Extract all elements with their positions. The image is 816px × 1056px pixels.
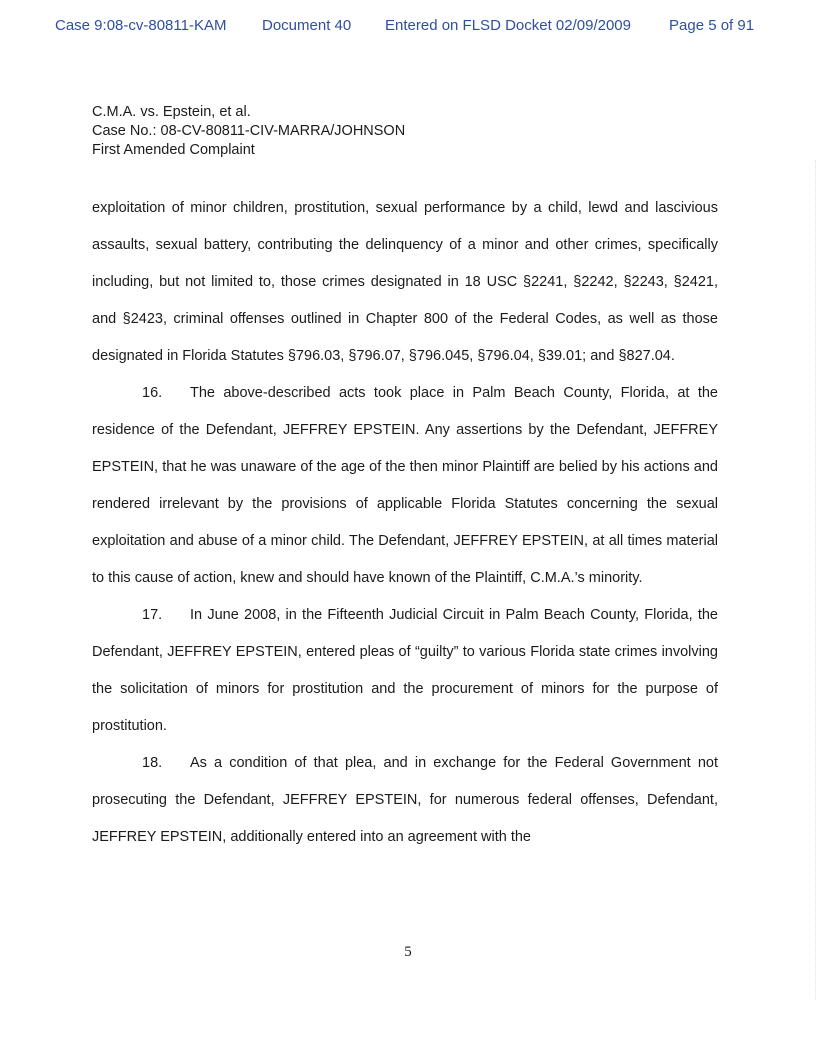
page-number: 5: [404, 944, 412, 960]
caption-parties: C.M.A. vs. Epstein, et al.: [92, 104, 251, 120]
paragraph-17: [92, 597, 718, 745]
stamp-document-number: Document 40: [262, 17, 352, 34]
caption-document-title: First Amended Complaint: [92, 142, 255, 158]
paragraph-text: In June 2008, in the Fifteenth Judicial Circuit in Palm Beach County, Florida, the Defendant, JEFFREY EPSTEIN, entered pleas of “guilty” to various Florida state crimes involving the solicitation of minors for prostitution and the procurement of minors for the purpose of prostitution.: [92, 607, 718, 734]
case-caption: [92, 103, 405, 160]
stamp-page-count: Page 5 of 91: [669, 17, 755, 34]
scan-edge-artifact: [812, 160, 816, 1000]
paragraph-16: [92, 375, 718, 597]
paragraph-18: [92, 745, 718, 856]
paragraph-number: 16.: [142, 385, 163, 401]
paragraph-number: 18.: [142, 755, 163, 771]
caption-case-number: Case No.: 08-CV-80811-CIV-MARRA/JOHNSON: [92, 123, 406, 139]
continuation-paragraph: exploitation of minor children, prostitution, sexual performance by a child, lewd and lascivious assaults, sexual battery, contributing the delinquency of a minor and other crimes, specifically including, but not limited to, those crimes designated in 18 USC §2241, §2242, §2243, §2421, and §2423, criminal offenses outlined in Chapter 800 of the Federal Codes, as well as those designated in Florida Statutes §796.03, §796.07, §796.045, §796.04, §39.01; and §827.04.: [92, 200, 718, 364]
paragraph-text: The above-described acts took place in Palm Beach County, Florida, at the residence of the Defendant, JEFFREY EPSTEIN. Any assertions by the Defendant, JEFFREY EPSTEIN, that he was unaware of the age of the then minor Plaintiff are belied by his actions and rendered irrelevant by the provisions of applicable Florida Statutes concerning the sexual exploitation and abuse of a minor child. The Defendant, JEFFREY EPSTEIN, at all times material to this cause of action, knew and should have known of the Plaintiff, C.M.A.’s minority.: [92, 385, 718, 586]
paragraph-text: As a condition of that plea, and in exchange for the Federal Government not prosecuting the Defendant, JEFFREY EPSTEIN, for numerous federal offenses, Defendant, JEFFREY EPSTEIN, additionally entered into an agreement with the: [92, 755, 718, 845]
complaint-body: [92, 190, 718, 856]
paragraph-number: 17.: [142, 607, 163, 623]
stamp-case-number: Case 9:08-cv-80811-KAM: [55, 17, 227, 34]
stamp-entered-date: Entered on FLSD Docket 02/09/2009: [385, 17, 631, 34]
